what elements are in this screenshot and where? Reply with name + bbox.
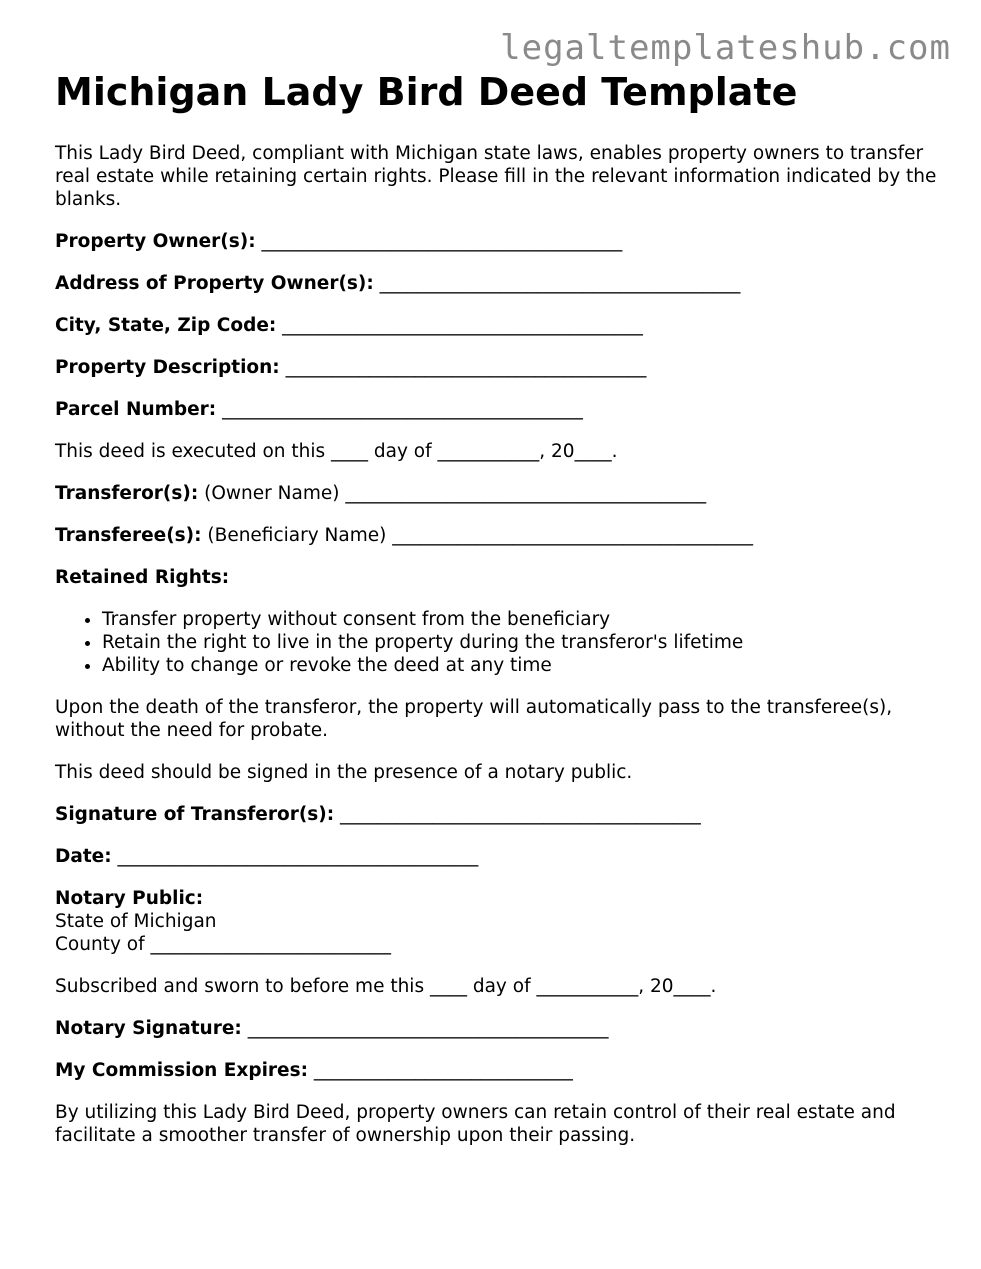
intro-paragraph: This Lady Bird Deed, compliant with Michigan state laws, enables property owners to transfer real estate while retaining certain rights. Please fill in the relevant information indicated by the blanks.: [55, 143, 937, 210]
page-title: Michigan Lady Bird Deed Template: [55, 70, 798, 114]
transferor-signature-blank[interactable]: _______________________________________: [340, 804, 701, 825]
transferor-signature-label: Signature of Transferor(s):: [55, 804, 335, 825]
property-owner-label: Property Owner(s):: [55, 231, 256, 252]
property-owner-blank[interactable]: _______________________________________: [261, 231, 623, 252]
notary-note: This deed should be signed in the presence of a notary public.: [55, 762, 633, 783]
closing-paragraph: By utilizing this Lady Bird Deed, property owners can retain control of their real estate and facilitate a smoother transfer of ownership upon their passing.: [55, 1102, 896, 1146]
date-blank[interactable]: _______________________________________: [117, 846, 479, 867]
retained-rights-heading: Retained Rights:: [55, 567, 230, 588]
transferor-label: Transferor(s):: [55, 483, 199, 504]
sworn-line: Subscribed and sworn to before me this ____ day of ___________, 20____.: [55, 976, 717, 997]
date-field: [55, 845, 945, 868]
owner-address-blank[interactable]: _______________________________________: [379, 273, 741, 294]
transferor-blank[interactable]: (Owner Name) _______________________________________: [204, 483, 707, 504]
commission-expires-field: [55, 1059, 945, 1082]
notary-county[interactable]: County of __________________________: [55, 934, 391, 955]
upon-death-paragraph: Upon the death of the transferor, the property will automatically pass to the transferee(s), without the need for probate.: [55, 697, 893, 741]
list-item: • Ability to change or revoke the deed at any time: [102, 654, 945, 677]
property-description-label: Property Description:: [55, 357, 280, 378]
commission-expires-label: My Commission Expires:: [55, 1060, 309, 1081]
notary-block: [55, 887, 945, 956]
execution-date-line: This deed is executed on this ____ day of ___________, 20____.: [55, 441, 618, 462]
property-owner-field: [55, 230, 945, 253]
date-label: Date:: [55, 846, 112, 867]
city-state-zip-field: [55, 314, 945, 337]
property-description-field: [55, 356, 945, 379]
property-description-blank[interactable]: _______________________________________: [285, 357, 647, 378]
notary-signature-field: [55, 1017, 945, 1040]
document-body: [55, 70, 945, 1166]
transferee-blank[interactable]: (Beneficiary Name) _______________________________________: [207, 525, 753, 546]
owner-address-label: Address of Property Owner(s):: [55, 273, 374, 294]
parcel-number-field: [55, 398, 945, 421]
owner-address-field: [55, 272, 945, 295]
transferee-label: Transferee(s):: [55, 525, 202, 546]
notary-signature-blank[interactable]: _______________________________________: [247, 1018, 609, 1039]
commission-expires-blank[interactable]: ____________________________: [313, 1060, 573, 1081]
transferee-field: [55, 524, 945, 547]
notary-heading: Notary Public:: [55, 888, 204, 909]
city-state-zip-blank[interactable]: _______________________________________: [282, 315, 643, 336]
city-state-zip-label: City, State, Zip Code:: [55, 315, 277, 336]
transferor-field: [55, 482, 945, 505]
list-item: • Retain the right to live in the property during the transferor's lifetime: [102, 631, 945, 654]
list-item: • Transfer property without consent from the beneficiary: [102, 608, 945, 631]
parcel-number-blank[interactable]: _______________________________________: [222, 399, 583, 420]
notary-signature-label: Notary Signature:: [55, 1018, 242, 1039]
transferor-signature-field: [55, 803, 945, 826]
watermark: legaltemplateshub.com: [500, 28, 951, 68]
retained-rights-list: [55, 608, 945, 677]
parcel-number-label: Parcel Number:: [55, 399, 217, 420]
notary-state: State of Michigan: [55, 911, 217, 932]
